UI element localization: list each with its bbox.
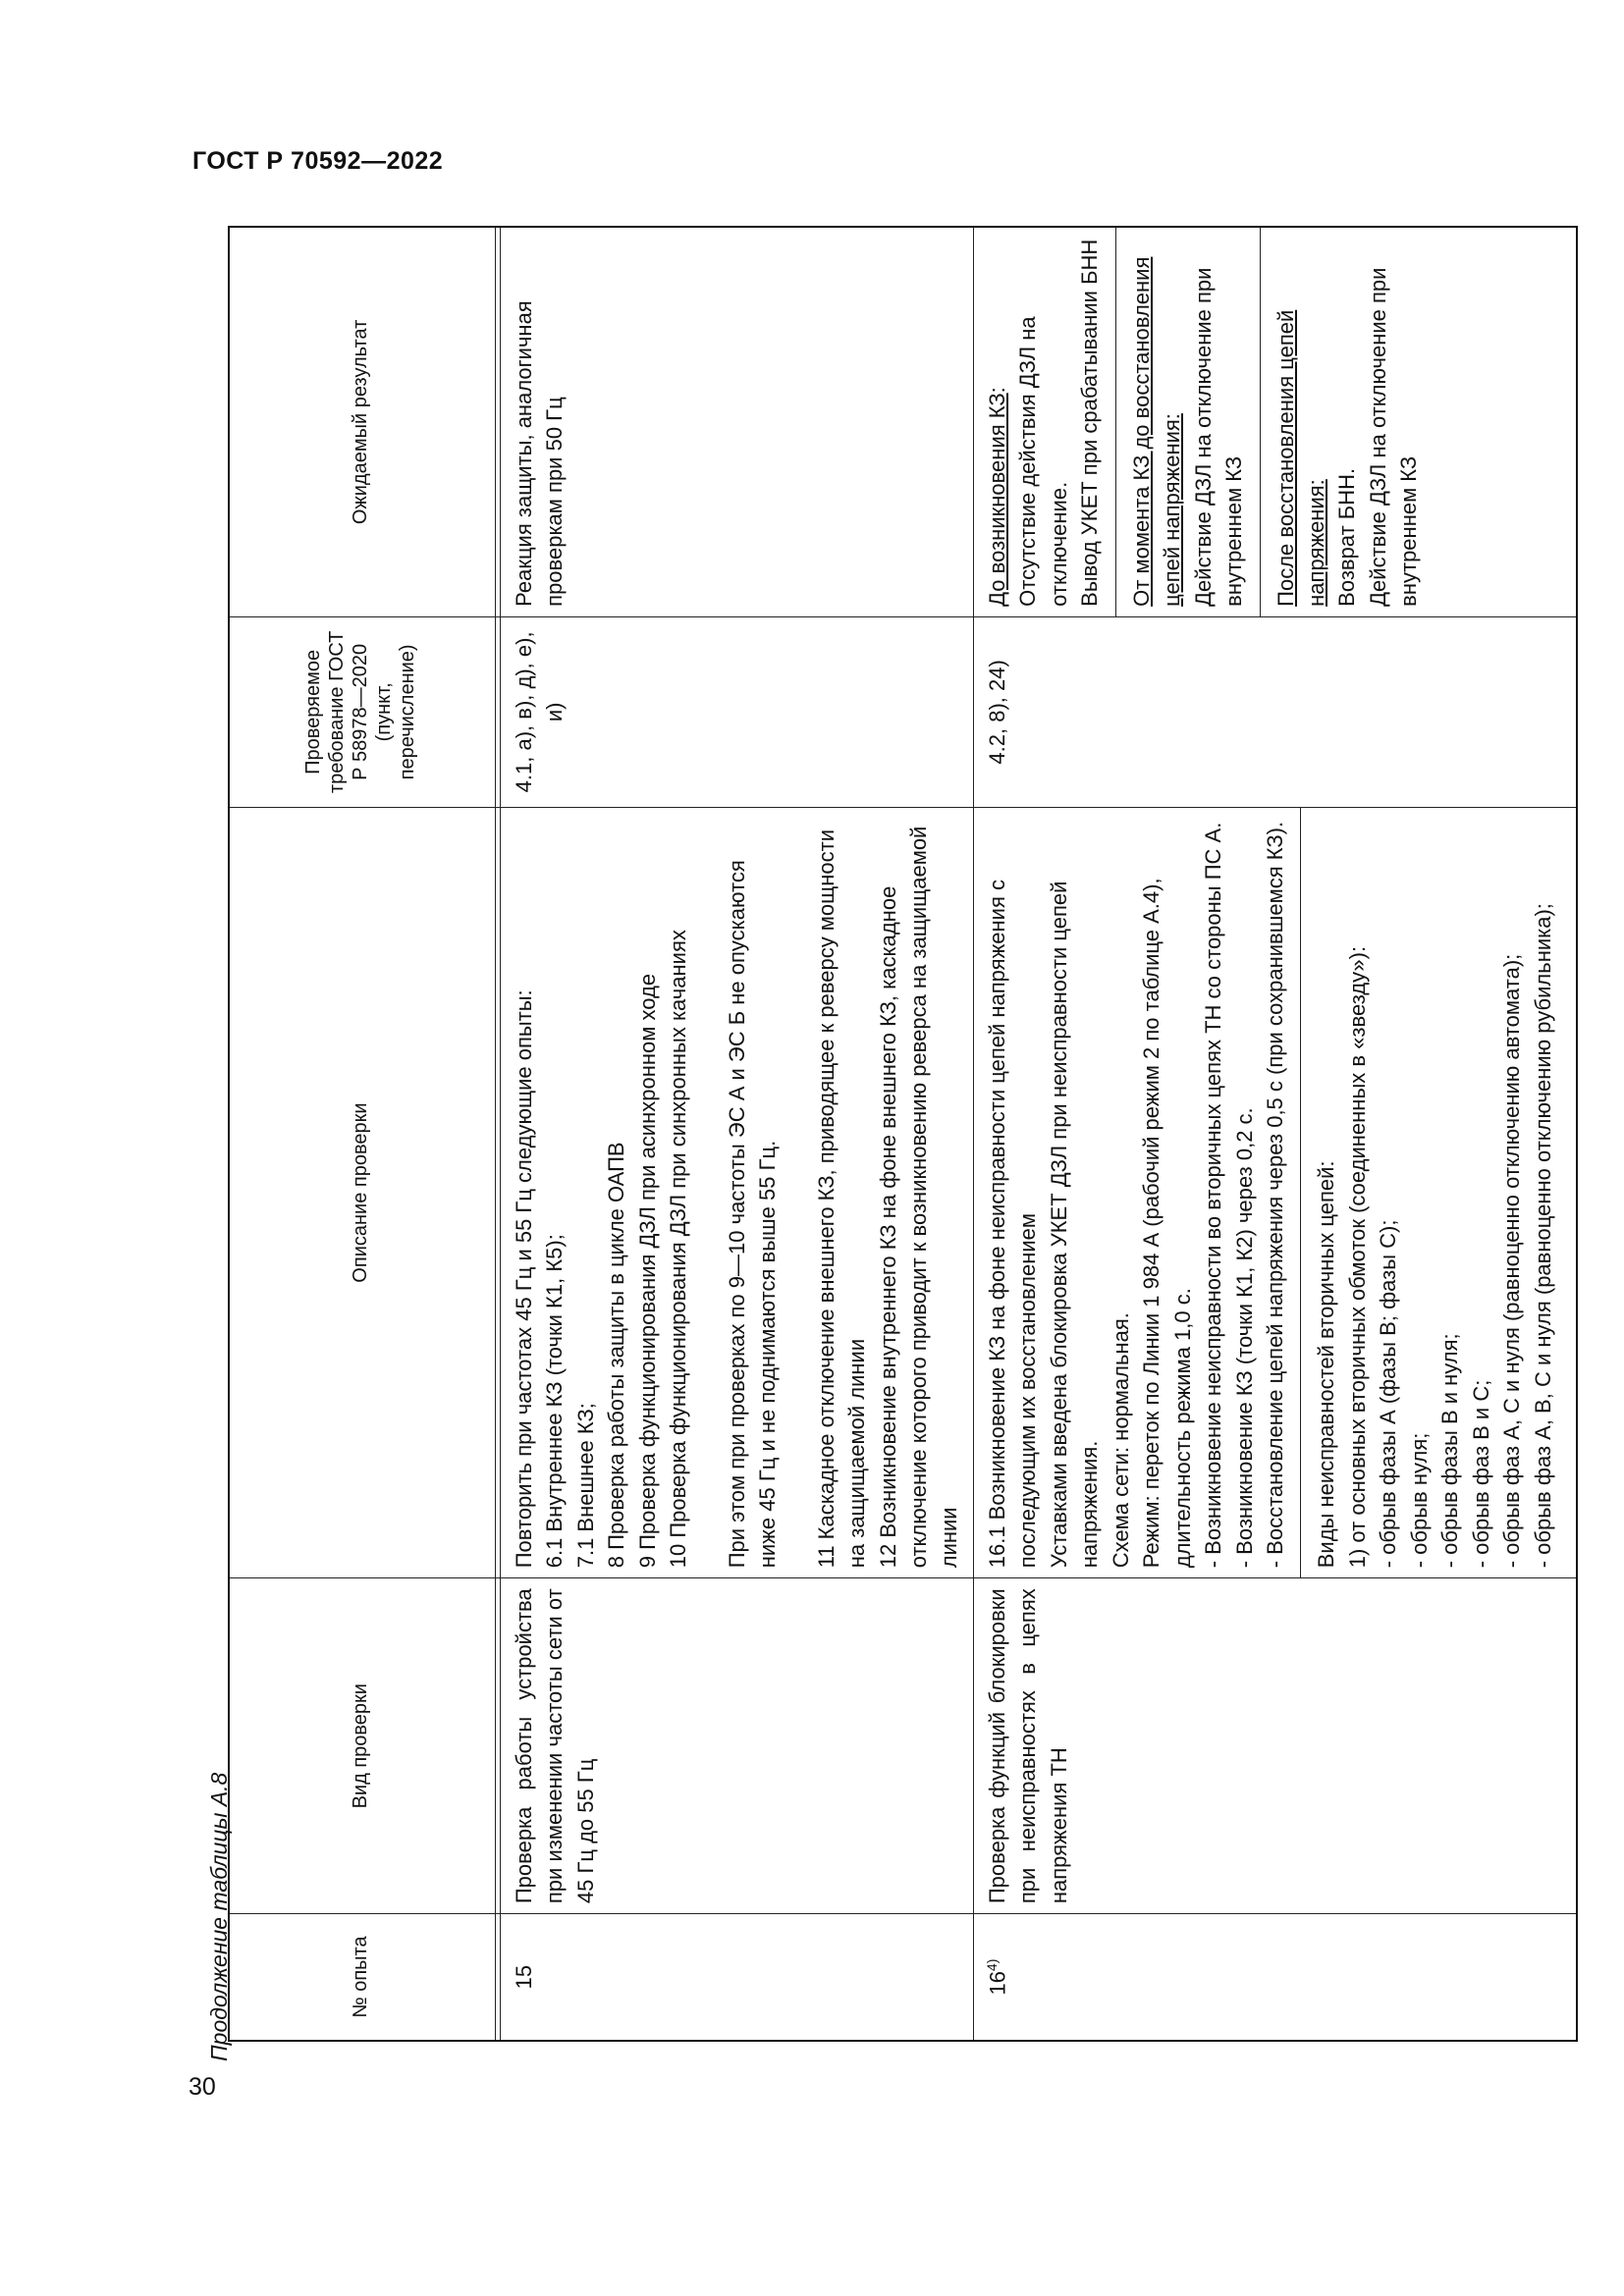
- desc-line: Уставками введена блокировка УКЕТ ДЗЛ при неисправности цепей напряжения.: [1046, 881, 1103, 1569]
- result-line: Действие ДЗЛ на отключение при внутреннем КЗ: [1365, 267, 1422, 607]
- desc-line: 11 Каскадное отключение внешнего КЗ, приводящее к реверсу мощности на защищаемой линии: [813, 828, 870, 1569]
- column-header-description: Описание проверки: [229, 807, 496, 1577]
- row-type: Проверка работы устройства при изменении частоты сети от 45 Гц до 55 Гц: [501, 1578, 974, 1914]
- row-description: [501, 807, 974, 1577]
- faults-line: - обрыв фаз А, С и нуля (равноценно отключению автомата);: [1499, 953, 1525, 1569]
- row-description: [973, 807, 1577, 1577]
- desc-subcell: [982, 808, 1302, 1577]
- row-result: Реакция защиты, аналогичная проверкам при 50 Гц: [501, 227, 974, 616]
- column-header-type: Вид проверки: [229, 1578, 496, 1914]
- desc-line: 6.1 Внутреннее КЗ (точки К1, К5);: [542, 1234, 568, 1569]
- column-header-number: № опыта: [229, 1914, 496, 2041]
- test-table: [228, 226, 1578, 2042]
- result-line: Отсутствие действия ДЗЛ на отключение.: [1015, 316, 1071, 607]
- result-during-title: От момента КЗ до восстановления цепей напряжения:: [1128, 256, 1185, 607]
- row-type: Проверка функций блокировки при неисправностях в цепях напряжения ТН: [973, 1578, 1577, 1914]
- result-after-subcell: [1261, 228, 1435, 616]
- faults-line: - обрыв фазы А (фазы В; фазы С);: [1376, 1219, 1401, 1569]
- desc-line: - Восстановление цепей напряжения через 0,5 с (при сохранившемся КЗ).: [1262, 821, 1287, 1569]
- desc-line: 12 Возникновение внутреннего КЗ на фоне внешнего КЗ, каскадное отключение которого приводит к возникновению реверса на защищаемой линии: [875, 826, 962, 1569]
- result-line: Вывод УКЕТ при срабатывании БНН: [1077, 239, 1103, 607]
- result-before-subcell: [982, 228, 1116, 616]
- desc-line: Повторить при частотах 45 Гц и 55 Гц следующие опыты:: [512, 989, 536, 1569]
- faults-line: - обрыв фаз В и С;: [1468, 1379, 1493, 1569]
- faults-line: - обрыв фазы В и нуля;: [1437, 1333, 1463, 1569]
- row-requirement: 4.1, а), в), д), е), и): [501, 616, 974, 807]
- desc-line: 9 Проверка функционирования ДЗЛ при асинхронном ходе: [634, 973, 660, 1569]
- table-row: [973, 227, 1577, 2041]
- desc-line: - Возникновение КЗ (точки К1, К2) через 0,2 с.: [1231, 1107, 1257, 1569]
- row-number-value: 16: [985, 1971, 1010, 1996]
- desc-line: 7.1 Внешнее КЗ;: [572, 1403, 598, 1569]
- row-requirement: 4.2, 8), 24): [973, 616, 1577, 807]
- column-header-result: Ожидаемый результат: [229, 227, 496, 616]
- column-header-requirement: Проверяемое требование ГОСТ Р 58978—2020 (пункт, перечисление): [229, 616, 496, 807]
- row-number: 15: [501, 1914, 974, 2041]
- faults-line: - обрыв нуля;: [1406, 1432, 1432, 1569]
- result-line: Возврат БНН.: [1334, 467, 1360, 607]
- faults-line: Виды неисправностей вторичных цепей:: [1314, 1160, 1339, 1569]
- rotated-table-container: [228, 226, 1555, 2042]
- document-header: ГОСТ Р 70592—2022: [192, 147, 444, 175]
- result-during-subcell: [1116, 228, 1261, 616]
- result-line: Действие ДЗЛ на отключение при внутреннем КЗ: [1190, 267, 1247, 607]
- table-header-row: [229, 227, 496, 2041]
- desc-line: - Возникновение неисправности во вторичных цепях ТН со стороны ПС А.: [1201, 822, 1226, 1569]
- result-before-title-line: До возникновения КЗ:: [984, 387, 1009, 607]
- table-caption: Продолжение таблицы А.8: [206, 1772, 232, 2061]
- desc-note: При этом при проверках по 9—10 частоты ЭС А и ЭС Б не опускаются ниже 45 Гц и не поднимаются выше 55 Гц.: [724, 860, 781, 1569]
- faults-subcell: [1301, 808, 1568, 1577]
- desc-line: Режим: переток по Линии 1 984 А (рабочий режим 2 по таблице А.4), длительность режима 1,0 с.: [1139, 878, 1195, 1569]
- faults-line: - обрыв фаз А, В, С и нуля (равноценно отключению рубильника);: [1530, 903, 1555, 1569]
- row-number: [973, 1914, 1577, 2041]
- result-after-title: После восстановления цепей напряжения:: [1272, 309, 1328, 607]
- desc-line: 8 Проверка работы защиты в цикле ОАПВ: [604, 1142, 629, 1569]
- desc-line: 16.1 Возникновение КЗ на фоне неисправности цепей напряжения с последующим их восстановлением: [984, 880, 1041, 1569]
- footnote-mark: 4): [983, 1958, 1000, 1972]
- desc-line: Схема сети: нормальная.: [1108, 1312, 1133, 1569]
- row-result: [973, 227, 1577, 616]
- faults-line: 1) от основных вторичных обмоток (соединенных в «звезду»):: [1344, 945, 1370, 1569]
- desc-line: 10 Проверка функционирования ДЗЛ при синхронных качаниях: [666, 930, 691, 1569]
- page-number: 30: [189, 2073, 216, 2101]
- result-before-title: До возникновения КЗ: [984, 393, 1009, 607]
- table-row: [501, 227, 974, 2041]
